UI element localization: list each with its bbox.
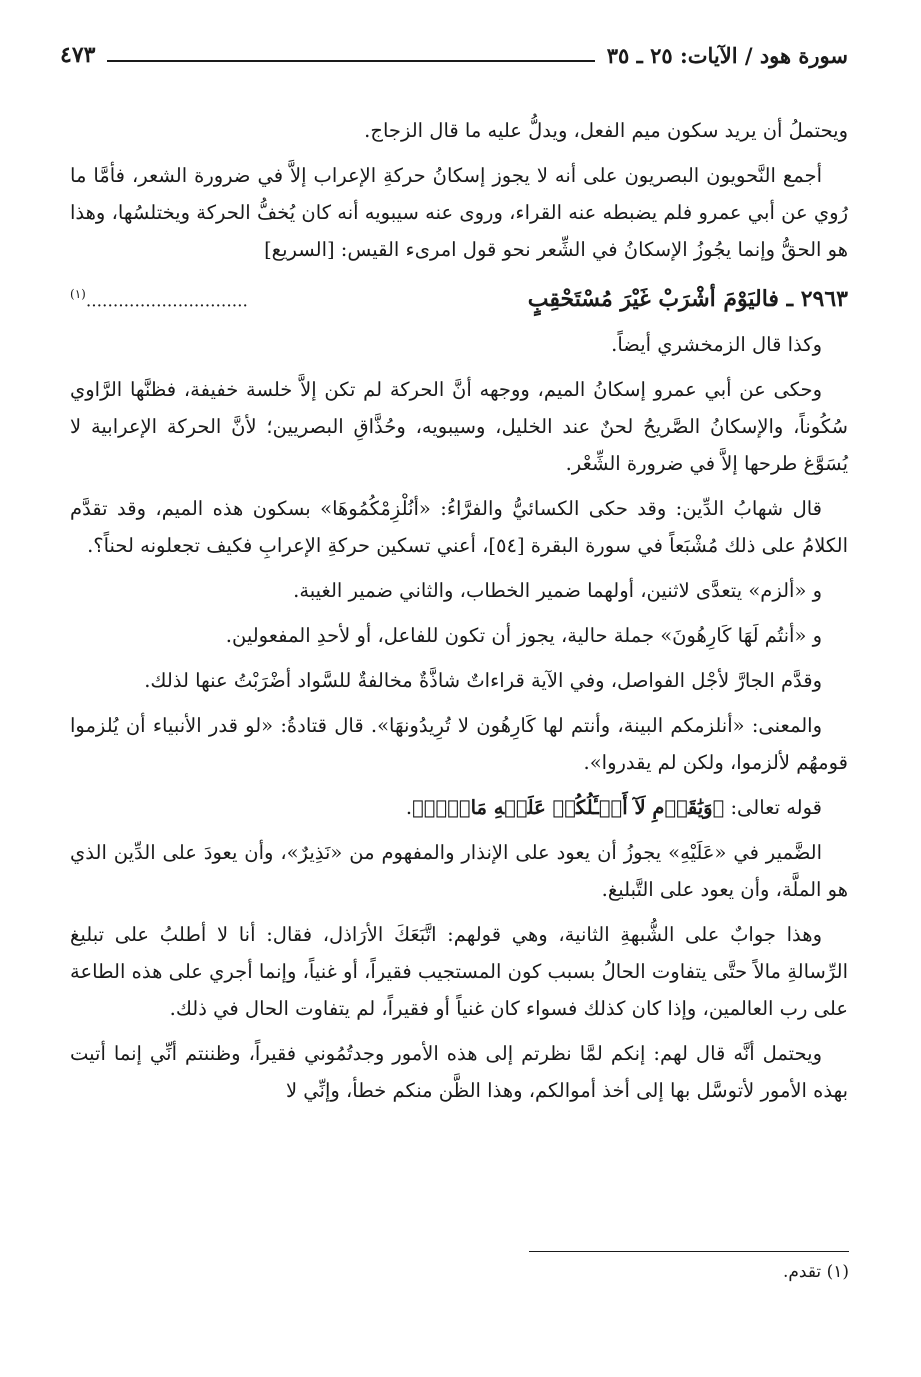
citation-intro: قوله تعالى: — [730, 796, 822, 820]
footnote-separator — [529, 1251, 849, 1252]
footnote: (١) تقدم. — [782, 1262, 849, 1282]
paragraph: و «أنتُم لَهَا كَارِهُونَ» جملة حالية، يجوز أن تكون للفاعل، أو لأحدِ المفعولين. — [225, 624, 822, 648]
page-number: ٤٧٣ — [60, 42, 96, 68]
paragraph: والمعنى: «أنلزمكم البينة، وأنتم لها كَارِهُون لا تُرِيدُونهَا». قال قتادةُ: «لو قدر الأنبياء أن يُلزموا قومهُم لألزموا، ولكن لم يقدروا». — [70, 714, 848, 775]
footnote-reference: (١) — [70, 287, 86, 301]
paragraph: الضَّمير في «عَلَيْهِ» يجوزُ أن يعود على الإنذار والمفهوم من «نَذِيرٌ»، وأن يعودَ على الدِّين الذي هو الملَّة، وأن يعود على التَّبليغ. — [70, 841, 848, 902]
quran-citation: قوله تعالى: ﴿وَيَٰقَوۡمِ لَآ أَسۡـَٔلُكُمۡ عَلَيۡهِ مَالًاۖ﴾. — [405, 796, 822, 820]
paragraph: قال شهابُ الدِّين: وقد حكى الكسائيُّ والفرَّاءُ: «أنُلْزِمْكُمُوهَا» بسكون هذه الميم، وقد تقدَّم الكلامُ على ذلك مُشْبَعاً في سورة البقرة [٥٤]، أعني تسكين حركةِ الإعرابِ فكيف تجعلونه لحناً؟. — [70, 497, 848, 558]
paragraph: وحكى عن أبي عمرو إسكانُ الميم، ووجهه أنَّ الحركة لم تكن إلاَّ خلسة خفيفة، فظنَّها الرَّاوي سُكُوناً، والإسكانُ الصَّريحُ لحنٌ عند الخليل، وسيبويه، وحُذَّاقِ البصريين؛ لأنَّ الحركة الإعرابية لا يُسَوَّغ طرحها إلاَّ في ضرورة الشِّعْر. — [70, 378, 848, 476]
verse-text: فاليَوْمَ أشْرَبْ غَيْرَ مُسْتَحْقِبٍ — [527, 286, 779, 313]
paragraph: أجمع النَّحويون البصريون على أنه لا يجوز إسكانُ حركةِ الإعراب إلاَّ في ضرورة الشعر، فأمَّا ما رُوي عن أبي عمرو فلم يضبطه عنه القراء، وروى عنه سيبويه أنه كان يُخفُّ الحركة ويختلسُها، وهذا هو الحقُّ وإنما يجُوزُ الإسكانُ في الشِّعر نحو قول امرىء القيس: [السريع] — [70, 164, 848, 261]
running-title: سورة هود / الآيات: ٢٥ ـ ٣٥ — [606, 43, 848, 68]
main-text — [70, 112, 848, 1117]
verse-dots: .............................. — [85, 291, 248, 312]
poetry-verse — [70, 276, 848, 320]
paragraph: ويحتمل أنَّه قال لهم: إنكم لمَّا نظرتم إلى هذه الأمور وجدتُمُوني فقيراً، وظننتم أنِّي إنما أتيت بهذه الأمور لأتوسَّل بها إلى أخذ أموالكم، وهذا الظَّن منكم خطأ، وإنِّي لا — [70, 1042, 848, 1103]
header-rule — [107, 60, 594, 62]
paragraph: وقدَّم الجارَّ لأجْل الفواصل، وفي الآية قراءاتٌ شاذَّةٌ مخالفةٌ للسَّواد أضْرَبْتُ عنها لذلك. — [144, 669, 822, 693]
paragraph: و «ألزم» يتعدَّى لاثنين، أولهما ضمير الخطاب، والثاني ضمير الغيبة. — [293, 579, 822, 603]
paragraph: وكذا قال الزمخشري أيضاً. — [611, 333, 822, 357]
quran-verse: ﴿وَيَٰقَوۡمِ لَآ أَسۡـَٔلُكُمۡ عَلَيۡهِ مَالًاۖ﴾ — [412, 796, 725, 820]
verse-number: ٢٩٦٣ ـ — [786, 286, 848, 313]
paragraph: وهذا جوابٌ على الشُّبهةِ الثانية، وهي قولهم: اتَّبَعَكَ الأرَاذل، فقال: أنا لا أطلبُ على تبليغ الرِّسالةِ مالاً حتَّى يتفاوت الحالُ بسبب كون المستجيب فقيراً، أو غنياً، وإنما أجري على هذه الطاعة على رب العالمين، وإذا كان كذلك فسواء كان غنياً أو فقيراً، لم يتفاوت الحال في ذلك. — [70, 923, 848, 1021]
paragraph: ويحتملُ أن يريد سكون ميم الفعل، ويدلُّ عليه ما قال الزجاج. — [364, 119, 848, 142]
page-header — [60, 34, 848, 68]
